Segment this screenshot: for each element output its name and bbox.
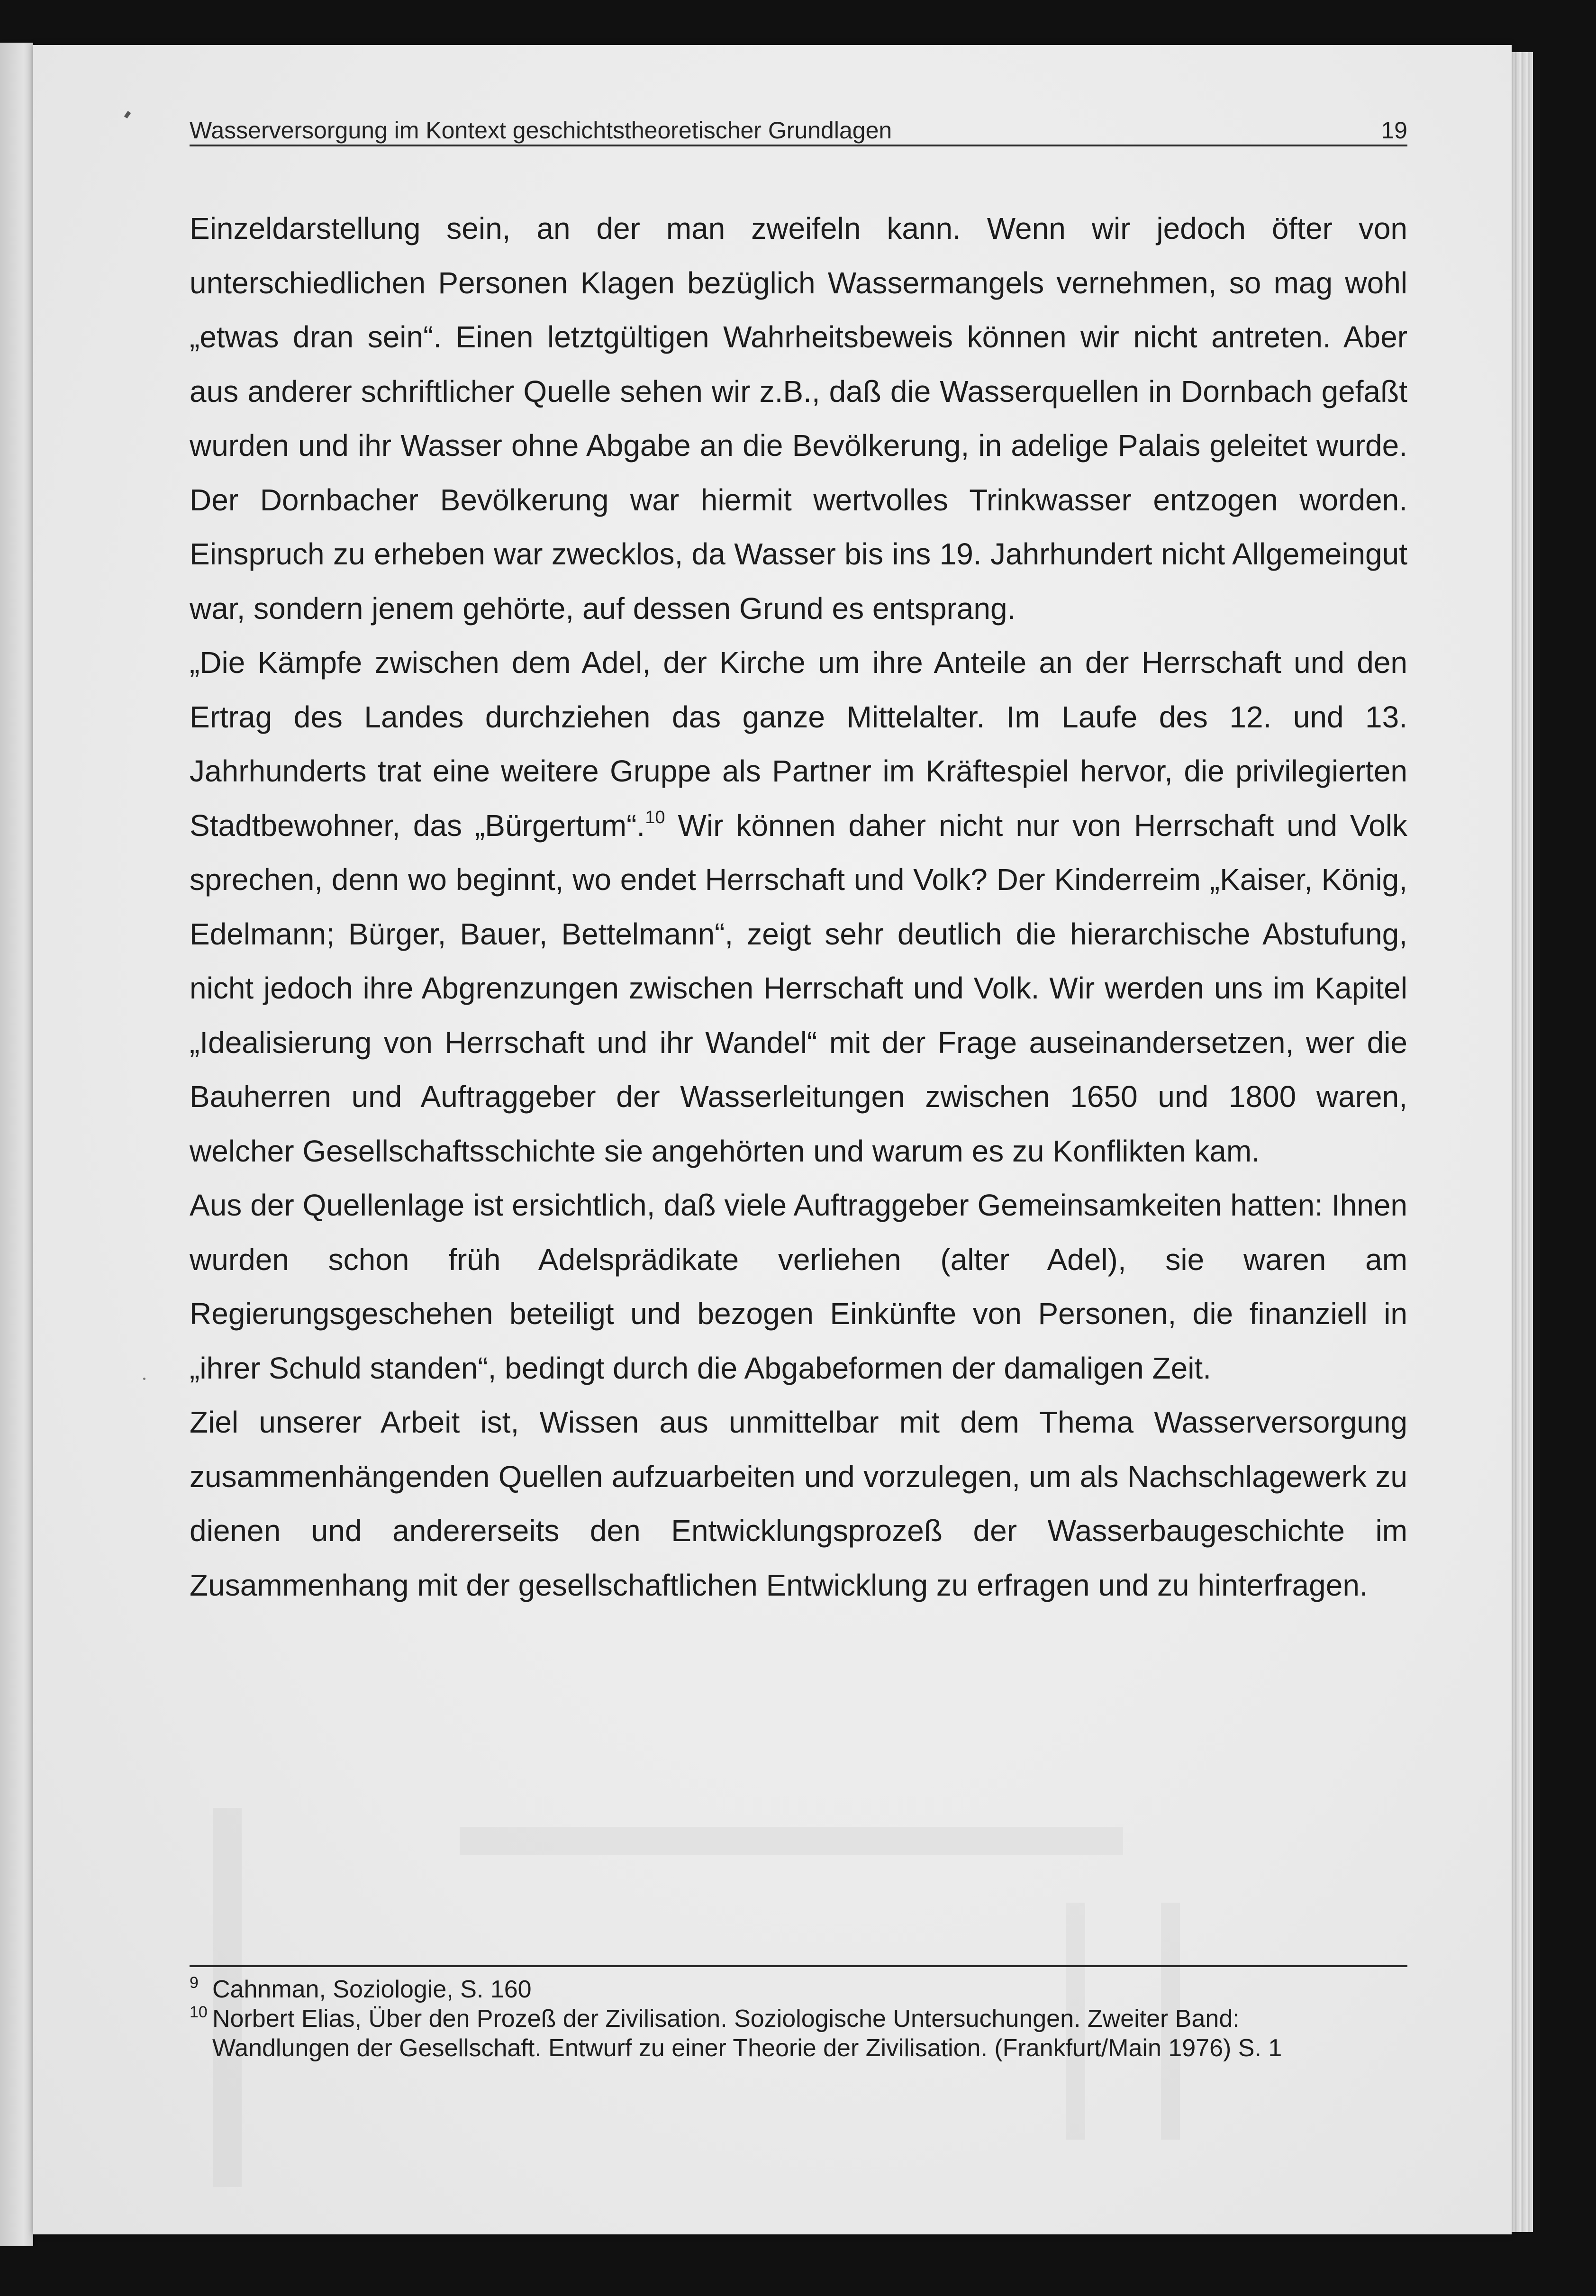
- footnote-ref-10: 10: [645, 808, 665, 828]
- header-title: Wasserversorgung im Kontext geschichtstheoretischer Grundlagen: [190, 117, 892, 144]
- paragraph-2: [190, 635, 1407, 1178]
- footnote-10-text-continued: Wandlungen der Gesellschaft. Entwurf zu einer Theorie der Zivilisation. (Frankfurt/Main 1976) S. 1: [212, 2034, 1282, 2062]
- paragraph-2-continuation: Wir können daher nicht nur von Herrschaft und Volk sprechen, denn wo beginnt, wo endet Herrschaft und Volk? Der Kinderreim „Kaiser, König, Edelmann; Bürger, Bauer, Bettelmann“, zeigt sehr deutlich die hierarchische Abstufung, nicht jedoch ihre Abgrenzungen zwischen Herrschaft und Volk. Wir werden uns im Kapitel „Idealisierung von Herrschaft und ihr Wandel“ mit der Frage auseinandersetzen, wer die Bauherren und Auftraggeber der Wasserleitungen zwischen 1650 und 1800 waren, welcher Gesellschaftsschichte sie angehörten und warum es zu Konflikten kam.: [190, 808, 1408, 1168]
- document-page: [33, 45, 1512, 2234]
- facing-page-edge: [0, 43, 33, 2246]
- paragraph-2-quote: „Die Kämpfe zwischen dem Adel, der Kirche um ihre Anteile an der Herrschaft und den Ertrag des Landes durchziehen das ganze Mittelalter. Im Laufe des 12. und 13. Jahrhunderts trat eine weitere Gruppe als Partner im Kräftespiel hervor, die privilegierten Stadtbewohner, das „Bürgertum“.: [190, 645, 1407, 843]
- footnote-10-text: Norbert Elias, Über den Prozeß der Zivilisation. Soziologische Untersuchungen. Zweiter Band:: [212, 2005, 1240, 2033]
- footnote-10: [190, 2004, 1422, 2033]
- paragraph-4: Ziel unserer Arbeit ist, Wissen aus unmittelbar mit dem Thema Wasserversorgung zusammenhängenden Quellen aufzuarbeiten und vorzulegen, um als Nachschlagewerk zu dienen und andererseits den Entwicklungsprozeß der Wasserbaugeschichte im Zusammenhang mit der gesellschaftlichen Entwicklung zu erfragen und zu hinterfragen.: [190, 1405, 1407, 1602]
- paragraph-3: Aus der Quellenlage ist ersichtlich, daß viele Auftraggeber Gemeinsamkeiten hatten: Ihnen wurden schon früh Adelsprädikate verliehen (alter Adel), sie waren am Regierungsgeschehen beteiligt und bezogen Einkünfte von Personen, die finanziell in „ihrer Schuld standen“, bedingt durch die Abgabeformen der damaligen Zeit.: [190, 1188, 1407, 1385]
- footnotes: [190, 1975, 1422, 2063]
- paragraph-1: Einzeldarstellung sein, an der man zweifeln kann. Wenn wir jedoch öfter von unterschiedlichen Personen Klagen bezüglich Wassermangels vernehmen, so mag wohl „etwas dran sein“. Einen letztgültigen Wahrheitsbeweis können wir nicht antreten. Aber aus anderer schriftlicher Quelle sehen wir z.B., daß die Wasserquellen in Dornbach gefaßt wurden und ihr Wasser ohne Abgabe an die Bevölkerung, in adelige Palais geleitet wurde. Der Dornbacher Bevölkerung war hiermit wertvolles Trinkwasser entzogen worden. Einspruch zu erheben war zwecklos, da Wasser bis ins 19. Jahrhundert nicht Allgemeingut war, sondern jenem gehörte, auf dessen Grund es entsprang.: [190, 211, 1407, 626]
- footnote-9: [190, 1975, 1422, 2004]
- footnote-10-continued: [190, 2033, 1422, 2063]
- footnote-10-mark: 10: [190, 2003, 208, 2021]
- page-number: 19: [1381, 117, 1407, 144]
- footnote-separator: [190, 1965, 1407, 1967]
- pencil-dot-mark: [143, 1378, 145, 1380]
- body-text: [190, 201, 1407, 1612]
- running-header: [190, 116, 1407, 146]
- footnote-9-text: Cahnman, Soziologie, S. 160: [212, 1976, 532, 2003]
- footnote-9-mark: 9: [190, 1974, 199, 1992]
